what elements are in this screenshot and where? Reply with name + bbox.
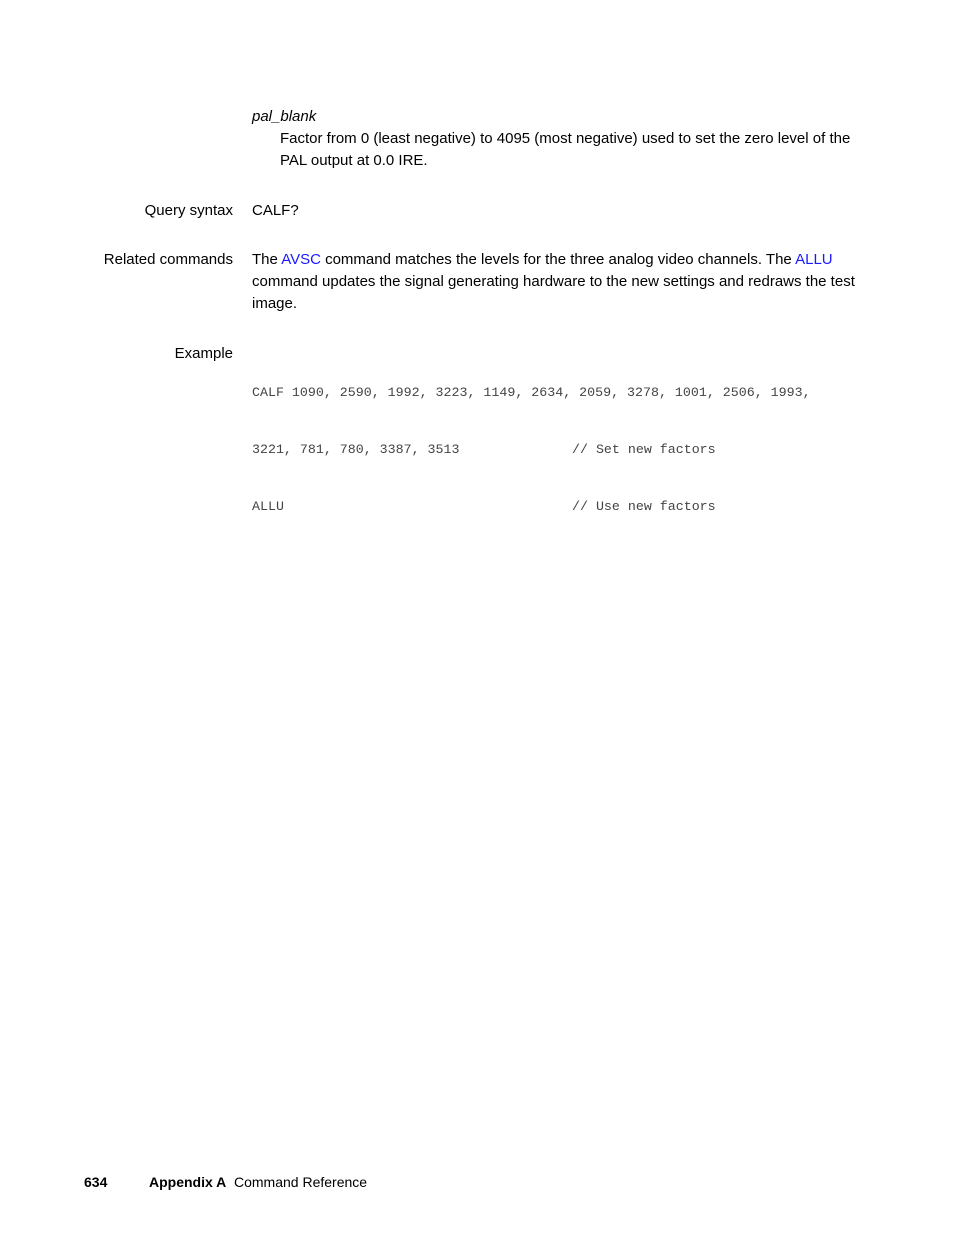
query-syntax-value: CALF? xyxy=(252,202,299,219)
example-code-block xyxy=(252,345,811,554)
parameter-description: Factor from 0 (least negative) to 4095 (most negative) used to set the zero level of the PAL output at 0.0 IRE. xyxy=(280,130,851,169)
related-text-2: command matches the levels for the three analog video channels. The xyxy=(320,251,796,268)
code-text: ALLU xyxy=(252,499,284,514)
avsc-link[interactable]: AVSC xyxy=(281,251,321,268)
code-comment: // Set new factors xyxy=(572,442,716,457)
related-text-1: The xyxy=(252,251,282,268)
code-line-2 xyxy=(252,440,811,459)
code-line-1 xyxy=(252,383,811,402)
related-commands-text xyxy=(252,249,867,315)
code-comment: // Use new factors xyxy=(572,499,716,514)
footer-appendix: Appendix A xyxy=(149,1174,227,1190)
allu-link[interactable]: ALLU xyxy=(795,251,833,268)
related-text-3: command updates the signal generating hardware to the new settings and redraws the test image. xyxy=(252,273,855,312)
related-commands-label: Related commands xyxy=(103,251,233,268)
code-text: CALF 1090, 2590, 1992, 3223, 1149, 2634, 2059, 3278, 1001, 2506, 1993, xyxy=(252,385,811,400)
example-label: Example xyxy=(174,345,233,362)
parameter-name: pal_blank xyxy=(252,108,317,125)
code-text: 3221, 781, 780, 3387, 3513 xyxy=(252,442,460,457)
footer-title: Command Reference xyxy=(234,1174,368,1190)
code-line-3 xyxy=(252,497,811,516)
query-syntax-label: Query syntax xyxy=(144,202,233,219)
footer-page-number: 634 xyxy=(84,1174,108,1190)
